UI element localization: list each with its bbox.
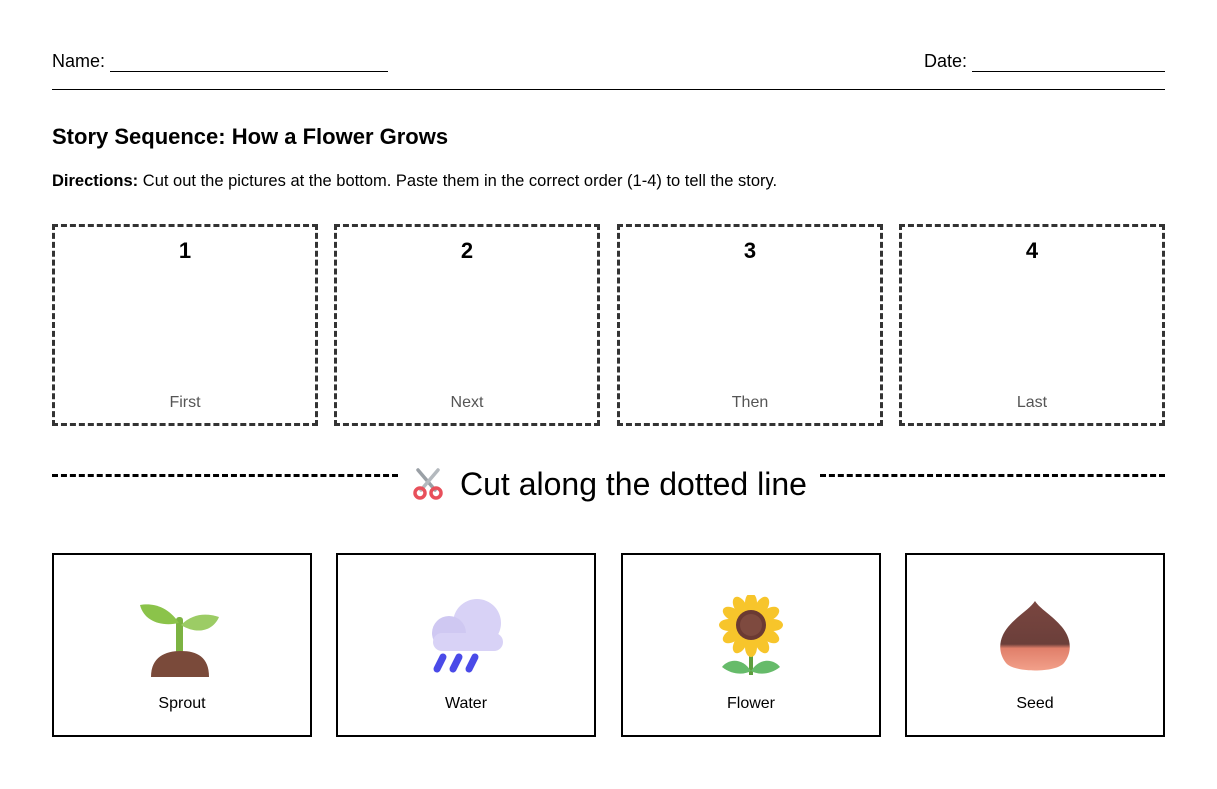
scissors-icon [410, 466, 446, 502]
card-label: Flower [726, 695, 775, 712]
name-blank-line [110, 50, 388, 72]
date-field [924, 50, 1165, 72]
date-blank-line [972, 50, 1165, 72]
slot-caption: Last [1016, 394, 1048, 411]
directions-label: Directions: [52, 172, 139, 190]
name-field [52, 50, 388, 72]
date-label: Date: [923, 51, 967, 71]
name-label: Name: [52, 51, 106, 71]
slot-number: 2 [460, 238, 474, 263]
sprout-icon [137, 595, 227, 681]
paste-slot-3 [617, 224, 883, 426]
cut-line-text: Cut along the dotted line [460, 466, 807, 502]
card-label: Seed [1016, 695, 1054, 712]
directions-text: Cut out the pictures at the bottom. Paste them in the correct order (1-4) to tell the story. [142, 172, 778, 190]
picture-card-seed[interactable] [905, 553, 1165, 737]
sunflower-icon [706, 595, 796, 681]
slot-caption: First [169, 394, 201, 411]
directions [52, 171, 777, 191]
card-label: Sprout [158, 695, 206, 712]
slot-number: 1 [178, 238, 192, 263]
picture-card-water[interactable] [336, 553, 596, 737]
paste-slot-1 [52, 224, 318, 426]
slot-caption: Then [731, 394, 769, 411]
paste-slot-4 [899, 224, 1165, 426]
header-divider [52, 89, 1165, 90]
slot-number: 4 [1025, 238, 1039, 263]
header-row [52, 50, 1165, 76]
picture-card-flower[interactable] [621, 553, 881, 737]
slot-caption: Next [450, 394, 484, 411]
card-label: Water [444, 695, 488, 712]
slot-number: 3 [743, 238, 757, 263]
paste-slot-2 [334, 224, 600, 426]
picture-card-sprout[interactable] [52, 553, 312, 737]
seed-icon [990, 595, 1080, 681]
cut-line-left [52, 474, 398, 477]
cut-line-right [820, 474, 1165, 477]
cut-line-label [410, 462, 807, 506]
worksheet-title: Story Sequence: How a Flower Grows [52, 124, 449, 149]
rain-cloud-icon [421, 595, 511, 681]
